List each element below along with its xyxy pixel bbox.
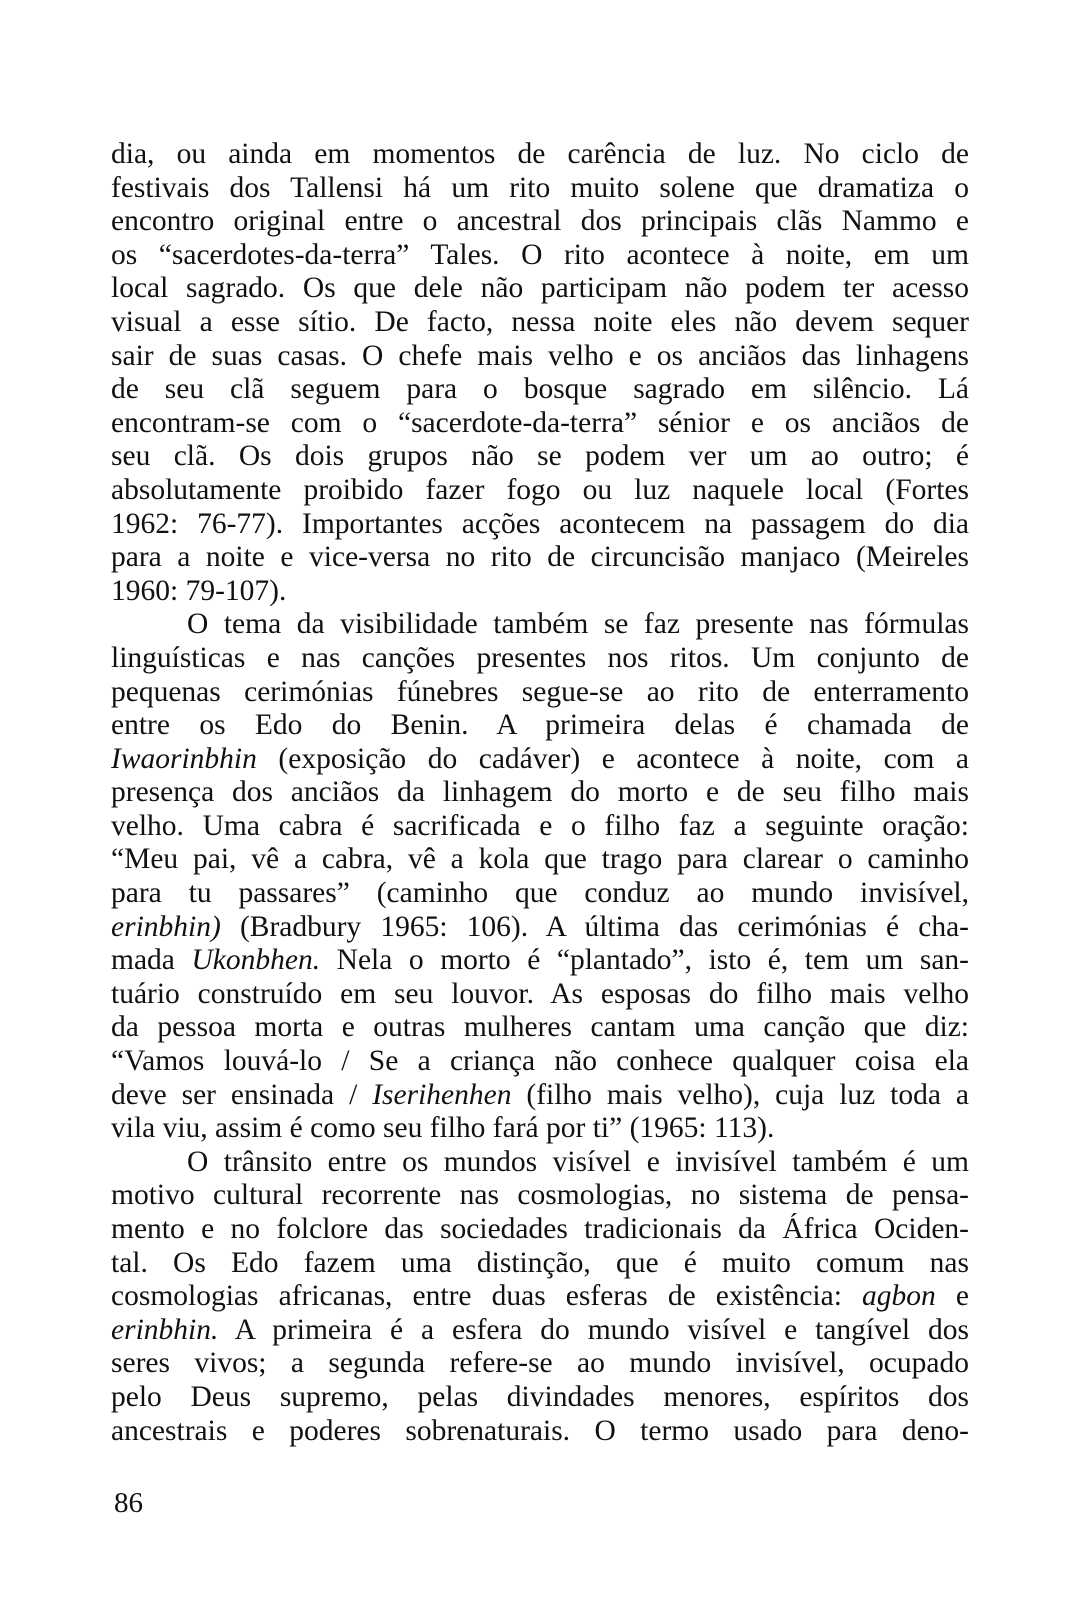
text-line	[111, 541, 969, 575]
text-run: tuário construído em seu louvor. As esposas do filho mais velho	[111, 977, 969, 1010]
text-run: velho. Uma cabra é sacrificada e o filho faz a seguinte oração:	[111, 809, 969, 842]
text-run: (filho mais velho), cuja luz toda a	[511, 1078, 969, 1111]
text-run: cosmologias africanas, entre duas esferas de existência:	[111, 1280, 863, 1313]
text-line	[111, 1179, 969, 1213]
text-run: tal. Os Edo fazem uma distinção, que é muito comum nas	[111, 1246, 969, 1279]
text-line	[111, 340, 969, 374]
text-run: 1960: 79-107).	[111, 574, 287, 607]
text-run: (exposição do cadáver) e acontece à noite, com a	[256, 742, 969, 775]
text-line	[111, 810, 969, 844]
text-run: “Meu pai, vê a cabra, vê a kola que trago para clarear o caminho	[111, 843, 969, 876]
text-line	[111, 239, 969, 273]
text-line	[111, 944, 969, 978]
text-line	[111, 776, 969, 810]
text-line	[111, 1415, 969, 1449]
text-run: presença dos anciãos da linhagem do morto e de seu filho mais	[111, 776, 969, 809]
text-line	[111, 172, 969, 206]
text-run: O trânsito entre os mundos visível e invisível também é um	[187, 1145, 969, 1178]
text-run: para tu passares” (caminho que conduz ao mundo invisível,	[111, 877, 969, 910]
text-line	[111, 1213, 969, 1247]
text-line	[111, 1045, 969, 1079]
text-run: mento e no folclore das sociedades tradicionais da África Ociden-	[111, 1213, 969, 1245]
italic-term: Ukonbhen.	[191, 944, 321, 977]
text-line	[111, 474, 969, 508]
text-line	[111, 440, 969, 474]
text-line	[111, 1011, 969, 1045]
text-run: deve ser ensinada /	[111, 1078, 373, 1111]
text-line	[111, 373, 969, 407]
italic-term: Iserihenhen	[372, 1078, 512, 1111]
text-line	[111, 1347, 969, 1381]
text-line	[111, 407, 969, 441]
text-run: de seu clã seguem para o bosque sagrado em silêncio. Lá	[111, 373, 969, 406]
text-run: para a noite e vice-versa no rito de circuncisão manjaco (Meireles	[111, 541, 969, 574]
text-line	[111, 877, 969, 911]
text-line	[111, 608, 969, 642]
text-line	[111, 1079, 969, 1113]
text-line	[111, 575, 969, 609]
text-run: festivais dos Tallensi há um rito muito solene que dramatiza o	[111, 171, 969, 204]
text-run: dia, ou ainda em momentos de carência de luz. No ciclo de	[111, 138, 969, 170]
text-run: 1962: 76-77). Importantes acções acontecem na passagem do dia	[111, 507, 969, 540]
text-run: pelo Deus supremo, pelas divindades menores, espíritos dos	[111, 1380, 969, 1413]
text-run: vila viu, assim é como seu filho fará por ti” (1965: 113).	[111, 1112, 775, 1145]
text-run: e	[935, 1280, 969, 1313]
text-line	[111, 743, 969, 777]
text-run: seu clã. Os dois grupos não se podem ver um ao outro; é	[111, 440, 969, 473]
text-line	[111, 138, 969, 172]
italic-term: erinbhin)	[111, 910, 221, 943]
text-run: pequenas cerimónias fúnebres segue-se ao rito de enterramento	[111, 675, 969, 708]
italic-term: erinbhin.	[111, 1313, 219, 1346]
text-run: A primeira é a esfera do mundo visível e tangível dos	[218, 1313, 969, 1346]
text-run: encontram-se com o “sacerdote-da-terra” sénior e os anciãos de	[111, 406, 969, 439]
text-line	[111, 1314, 969, 1348]
text-line	[111, 508, 969, 542]
text-line	[111, 978, 969, 1012]
text-run: O tema da visibilidade também se faz presente nas fórmulas	[187, 608, 969, 641]
text-run: mada	[111, 944, 192, 977]
text-run: entre os Edo do Benin. A primeira delas é chamada de	[111, 709, 969, 742]
text-run: da pessoa morta e outras mulheres cantam uma canção que diz:	[111, 1011, 969, 1044]
text-run: Nela o morto é “plantado”, isto é, tem um san-	[320, 944, 969, 977]
italic-term: agbon	[862, 1280, 936, 1313]
text-run: visual a esse sítio. De facto, nessa noite eles não devem sequer	[111, 305, 969, 338]
text-run: os “sacerdotes-da-terra” Tales. O rito acontece à noite, em um	[111, 238, 969, 271]
text-line	[111, 1280, 969, 1314]
text-run: local sagrado. Os que dele não participam não podem ter acesso	[111, 272, 969, 305]
text-line	[111, 306, 969, 340]
text-run: motivo cultural recorrente nas cosmologias, no sistema de pensa-	[111, 1179, 969, 1212]
text-line	[111, 642, 969, 676]
text-line	[111, 1381, 969, 1415]
text-line	[111, 205, 969, 239]
text-run: (Bradbury 1965: 106). A última das cerimónias é cha-	[220, 910, 969, 943]
text-line	[111, 676, 969, 710]
text-run: ancestrais e poderes sobrenaturais. O termo usado para deno-	[111, 1414, 969, 1447]
page-number: 86	[114, 1487, 143, 1519]
text-run: sair de suas casas. O chefe mais velho e os anciãos das linhagens	[111, 339, 969, 372]
text-line	[111, 911, 969, 945]
text-line	[111, 843, 969, 877]
text-line	[111, 1112, 969, 1146]
text-line	[111, 709, 969, 743]
text-line	[111, 1247, 969, 1281]
text-run: encontro original entre o ancestral dos principais clãs Nammo e	[111, 205, 969, 238]
text-line	[111, 272, 969, 306]
text-line	[111, 1146, 969, 1180]
italic-term: Iwaorinbhin	[111, 742, 257, 775]
text-run: absolutamente proibido fazer fogo ou luz naquele local (Fortes	[111, 473, 969, 506]
text-run: linguísticas e nas canções presentes nos ritos. Um conjunto de	[111, 641, 969, 674]
text-run: “Vamos louvá-lo / Se a criança não conhece qualquer coisa ela	[111, 1045, 969, 1078]
text-run: seres vivos; a segunda refere-se ao mundo invisível, ocupado	[111, 1347, 969, 1380]
page-body	[111, 138, 969, 1448]
